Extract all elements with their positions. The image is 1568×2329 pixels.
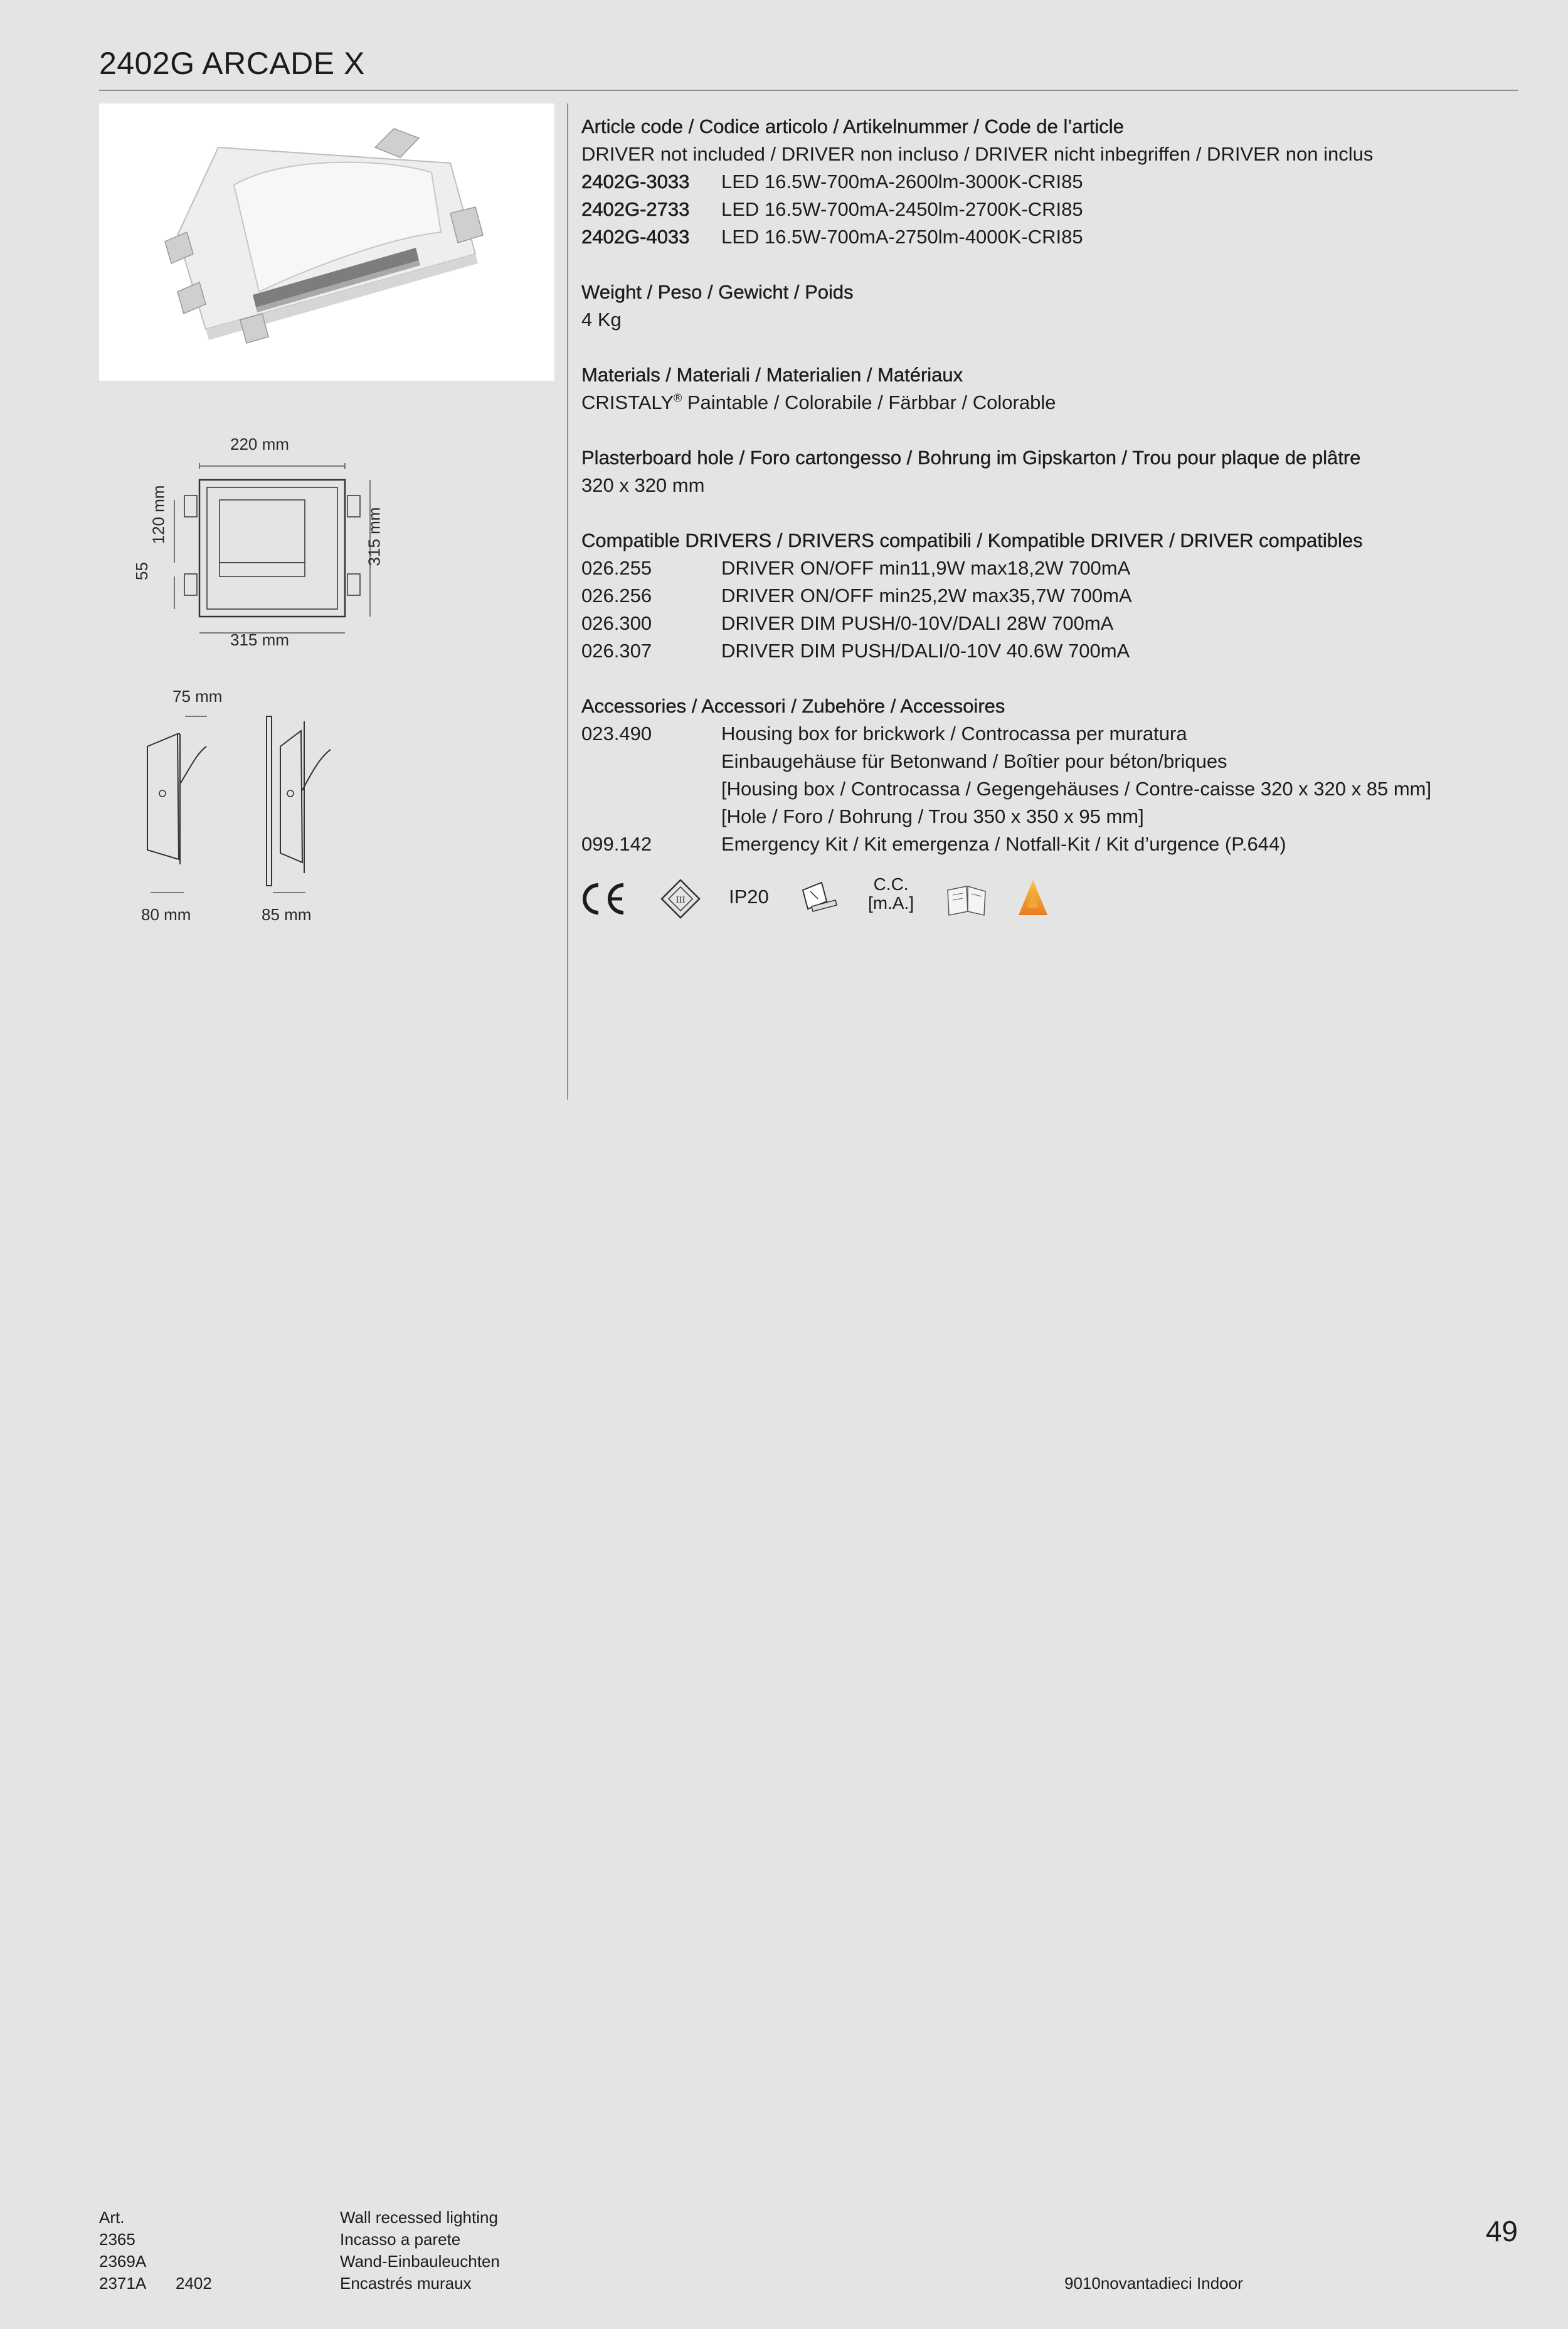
article-code: 2402G-4033 — [581, 226, 690, 248]
driver-row — [581, 610, 1510, 637]
cc-line2: [m.A.] — [868, 893, 914, 913]
side-right-label: 85 mm — [262, 905, 312, 924]
column-divider — [567, 103, 568, 1100]
hole-block — [581, 444, 1510, 499]
art-code: 2371A — [99, 2274, 147, 2293]
hole-heading: Plasterboard hole / Foro cartongesso / Bohrung im Gipskarton / Trou pour plaque de plâtre — [581, 447, 1361, 469]
article-heading: Article code / Codice articolo / Artikelnummer / Code de l’article — [581, 115, 1124, 137]
driver-row — [581, 554, 1510, 582]
side-top-label: 75 mm — [172, 687, 223, 706]
top-divider — [99, 90, 1518, 91]
article-code: 2402G-3033 — [581, 171, 690, 193]
accessory-desc: Emergency Kit / Kit emergenza / Notfall-Kit / Kit d’urgence (P.644) — [721, 833, 1286, 855]
registered-mark: ® — [674, 391, 682, 405]
footer-brand: 9010novantadieci Indoor — [1064, 2274, 1243, 2293]
front-view-drawing — [169, 461, 376, 643]
spec-sheet — [581, 113, 1510, 886]
hole-value: 320 x 320 mm — [581, 474, 705, 496]
driver-desc: DRIVER ON/OFF min11,9W max18,2W 700mA — [721, 557, 1131, 579]
driver-code: 026.307 — [581, 640, 652, 662]
materials-heading: Materials / Materiali / Materialien / Matériaux — [581, 364, 963, 386]
article-row — [581, 223, 1510, 251]
page-title: 2402G ARCADE X — [99, 46, 365, 81]
accessory-row — [581, 830, 1510, 858]
constant-current-label — [868, 875, 914, 913]
footer-articles — [99, 2207, 146, 2295]
accessory-desc-line: Housing box for brickwork / Controcassa per muratura — [721, 723, 1187, 745]
category-line: Wall recessed lighting — [340, 2208, 498, 2227]
art-code: 2369A — [99, 2252, 147, 2271]
accessory-desc-line: Einbaugehäuse für Betonwand / Boîtier pour béton/briques — [721, 750, 1227, 772]
weight-block — [581, 279, 1510, 334]
driver-code: 026.256 — [581, 585, 652, 607]
ce-mark-icon — [578, 880, 628, 918]
weight-heading: Weight / Peso / Gewicht / Poids — [581, 281, 854, 303]
driver-row — [581, 637, 1510, 665]
materials-value — [581, 389, 1510, 416]
manual-book-icon — [945, 881, 989, 916]
article-code: 2402G-2733 — [581, 198, 690, 220]
article-desc: LED 16.5W-700mA-2450lm-2700K-CRI85 — [721, 198, 1083, 220]
product-photo — [99, 103, 554, 381]
accessory-code: 099.142 — [581, 833, 652, 855]
art-extra: 2402 — [176, 2274, 212, 2293]
driver-desc: DRIVER DIM PUSH/DALI/0-10V 40.6W 700mA — [721, 640, 1130, 662]
driver-desc: DRIVER ON/OFF min25,2W max35,7W 700mA — [721, 585, 1132, 607]
side-view-drawing — [141, 709, 367, 897]
materials-brand: CRISTALY — [581, 391, 674, 413]
cc-line1: C.C. — [873, 874, 909, 894]
class-symbol: III — [675, 895, 686, 905]
driver-desc: DRIVER DIM PUSH/0-10V/DALI 28W 700mA — [721, 612, 1114, 634]
category-line: Encastrés muraux — [340, 2274, 472, 2293]
art-code: 2365 — [99, 2230, 135, 2249]
materials-desc: Paintable / Colorabile / Färbbar / Colorable — [682, 391, 1056, 413]
brand-logo-icon — [1017, 879, 1049, 918]
accessory-desc-line: [Housing box / Controcassa / Gegengehäuses / Contre-caisse 320 x 320 x 85 mm] — [721, 778, 1432, 800]
driver-row — [581, 582, 1510, 610]
driver-code: 026.300 — [581, 612, 652, 634]
article-desc: LED 16.5W-700mA-2600lm-3000K-CRI85 — [721, 171, 1083, 193]
accessories-block — [581, 692, 1510, 858]
front-mid-height-label: 120 mm — [149, 485, 168, 544]
side-left-label: 80 mm — [141, 905, 191, 924]
article-desc: LED 16.5W-700mA-2750lm-4000K-CRI85 — [721, 226, 1083, 248]
accessory-row — [581, 720, 1510, 830]
article-row — [581, 168, 1510, 196]
category-line: Wand-Einbauleuchten — [340, 2252, 500, 2271]
art-label: Art. — [99, 2208, 125, 2227]
drivers-heading: Compatible DRIVERS / DRIVERS compatibili / Kompatible DRIVER / DRIVER compatibles — [581, 529, 1363, 551]
ip-rating-label: IP20 — [729, 886, 769, 908]
page-number: 49 — [1485, 2215, 1518, 2247]
article-row — [581, 196, 1510, 223]
driver-code: 026.255 — [581, 557, 652, 579]
category-line: Incasso a parete — [340, 2230, 461, 2249]
weight-value: 4 Kg — [581, 309, 622, 331]
front-height-label: 315 mm — [364, 507, 384, 566]
class-three-icon — [660, 878, 701, 920]
front-bottom-label: 315 mm — [230, 630, 289, 649]
accessory-desc-line: [Hole / Foro / Bohrung / Trou 350 x 350 x 95 mm] — [721, 805, 1144, 827]
driver-note: DRIVER not included / DRIVER non incluso / DRIVER nicht inbegriffen / DRIVER non inclus — [581, 143, 1374, 165]
materials-block — [581, 361, 1510, 416]
footer-category — [340, 2207, 500, 2295]
drivers-block — [581, 527, 1510, 665]
plasterboard-install-icon — [798, 879, 839, 919]
article-block — [581, 113, 1510, 251]
accessory-code: 023.490 — [581, 723, 652, 745]
accessories-heading: Accessories / Accessori / Zubehöre / Accessoires — [581, 695, 1005, 717]
front-width-label: 220 mm — [230, 435, 289, 454]
front-small-height-label: 55 — [132, 562, 151, 580]
